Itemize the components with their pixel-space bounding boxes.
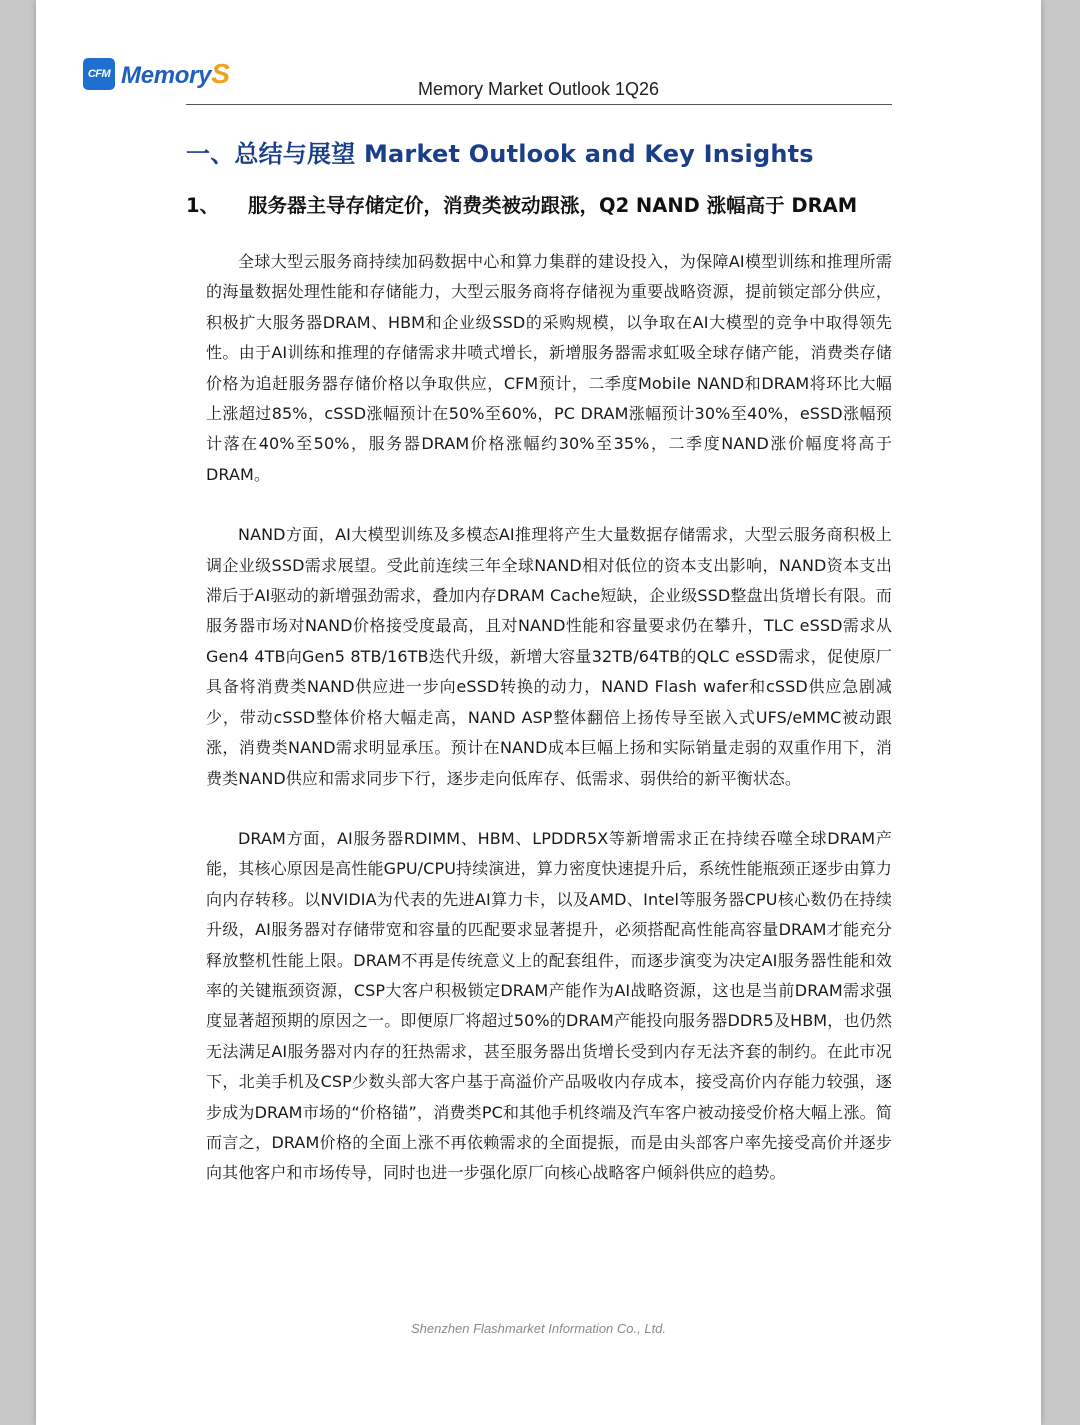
paragraph-nand: NAND方面，AI大模型训练及多模态AI推理将产生大量数据存储需求，大型云服务商积极上调企业级SSD需求展望。受此前连续三年全球NAND相对低位的资本支出影响，NAND资本支出滞后于AI驱动的新增强劲需求，叠加内存DRAM Cache短缺，企业级SSD整盘出货增长有限。而服务器市场对NAND价格接受度最高，且对NAND性能和容量要求仍在攀升，TLC eSSD需求从Gen4 4TB向Gen5 8TB/16TB迭代升级，新增大容量32TB/64TB的QLC eSSD需求，促使原厂具备将消费类NAND供应进一步向eSSD转换的动力，NAND Flash wafer和cSSD供应急剧减少，带动cSSD整体价格大幅走高，NAND ASP整体翻倍上扬传导至嵌入式UFS/eMMC被动跟涨，消费类NAND需求明显承压。预计在NAND成本巨幅上扬和实际销量走弱的双重作用下，消费类NAND供应和需求同步下行，逐步走向低库存、低需求、弱供给的新平衡状态。 — [206, 525, 892, 788]
body-text — [206, 247, 892, 1219]
paragraph-dram: DRAM方面，AI服务器RDIMM、HBM、LPDDR5X等新增需求正在持续吞噬全球DRAM产能，其核心原因是高性能GPU/CPU持续演进，算力密度快速提升后，系统性能瓶颈正逐步由算力向内存转移。以NVIDIA为代表的先进AI算力卡，以及AMD、Intel等服务器CPU核心数仍在持续升级，AI服务器对存储带宽和容量的匹配要求显著提升，必须搭配高性能高容量DRAM才能充分释放整机性能上限。DRAM不再是传统意义上的配套组件，而逐步演变为决定AI服务器性能和效率的关键瓶颈资源，CSP大客户积极锁定DRAM产能作为AI战略资源，这也是当前DRAM需求强度显著超预期的原因之一。即便原厂将超过50%的DRAM产能投向服务器DDR5及HBM，也仍然无法满足AI服务器对内存的狂热需求，甚至服务器出货增长受到内存无法齐套的制约。在此市况下，北美手机及CSP少数头部大客户基于高溢价产品吸收内存成本，接受高价内存能力较强，逐步成为DRAM市场的“价格锚”，消费类PC和其他手机终端及汽车客户被动接受价格大幅上涨。简而言之，DRAM价格的全面上涨不再依赖需求的全面提振，而是由头部客户率先接受高价并逐步向其他客户和市场传导，同时也进一步强化原厂向核心战略客户倾斜供应的趋势。 — [206, 828, 892, 1183]
page-footer: Shenzhen Flashmarket Information Co., Ltd. — [410, 1321, 667, 1336]
subsection-number: 1、 — [186, 194, 220, 217]
document-page — [36, 0, 1041, 1425]
header-divider — [186, 104, 892, 105]
paragraph-overview: 全球大型云服务商持续加码数据中心和算力集群的建设投入，为保障AI模型训练和推理所需的海量数据处理性能和存储能力，大型云服务商将存储视为重要战略资源，提前锁定部分供应，积极扩大服务器DRAM、HBM和企业级SSD的采购规模，以争取在AI大模型的竞争中取得领先性。由于AI训练和推理的存储需求井喷式增长，新增服务器需求虹吸全球存储产能，消费类存储价格为追赶服务器存储价格以争取供应，CFM预计，二季度Mobile NAND和DRAM将环比大幅上涨超过85%，cSSD涨幅预计在50%至60%，PC DRAM涨幅预计30%至40%，eSSD涨幅预计落在40%至50%，服务器DRAM价格涨幅约30%至35%，二季度NAND涨价幅度将高于DRAM。 — [206, 252, 892, 484]
logo-word-tail: S — [211, 58, 230, 89]
subsection-title: 服务器主导存储定价，消费类被动跟涨，Q2 NAND 涨幅高于 DRAM — [248, 194, 858, 217]
report-header-title: Memory Market Outlook 1Q26 — [417, 79, 660, 99]
logo-word-main: Memory — [121, 62, 212, 89]
cfm-logo-icon: CFM — [83, 58, 115, 90]
section-heading: 一、总结与展望 Market Outlook and Key Insights — [186, 140, 814, 168]
subsection-heading — [186, 190, 857, 218]
